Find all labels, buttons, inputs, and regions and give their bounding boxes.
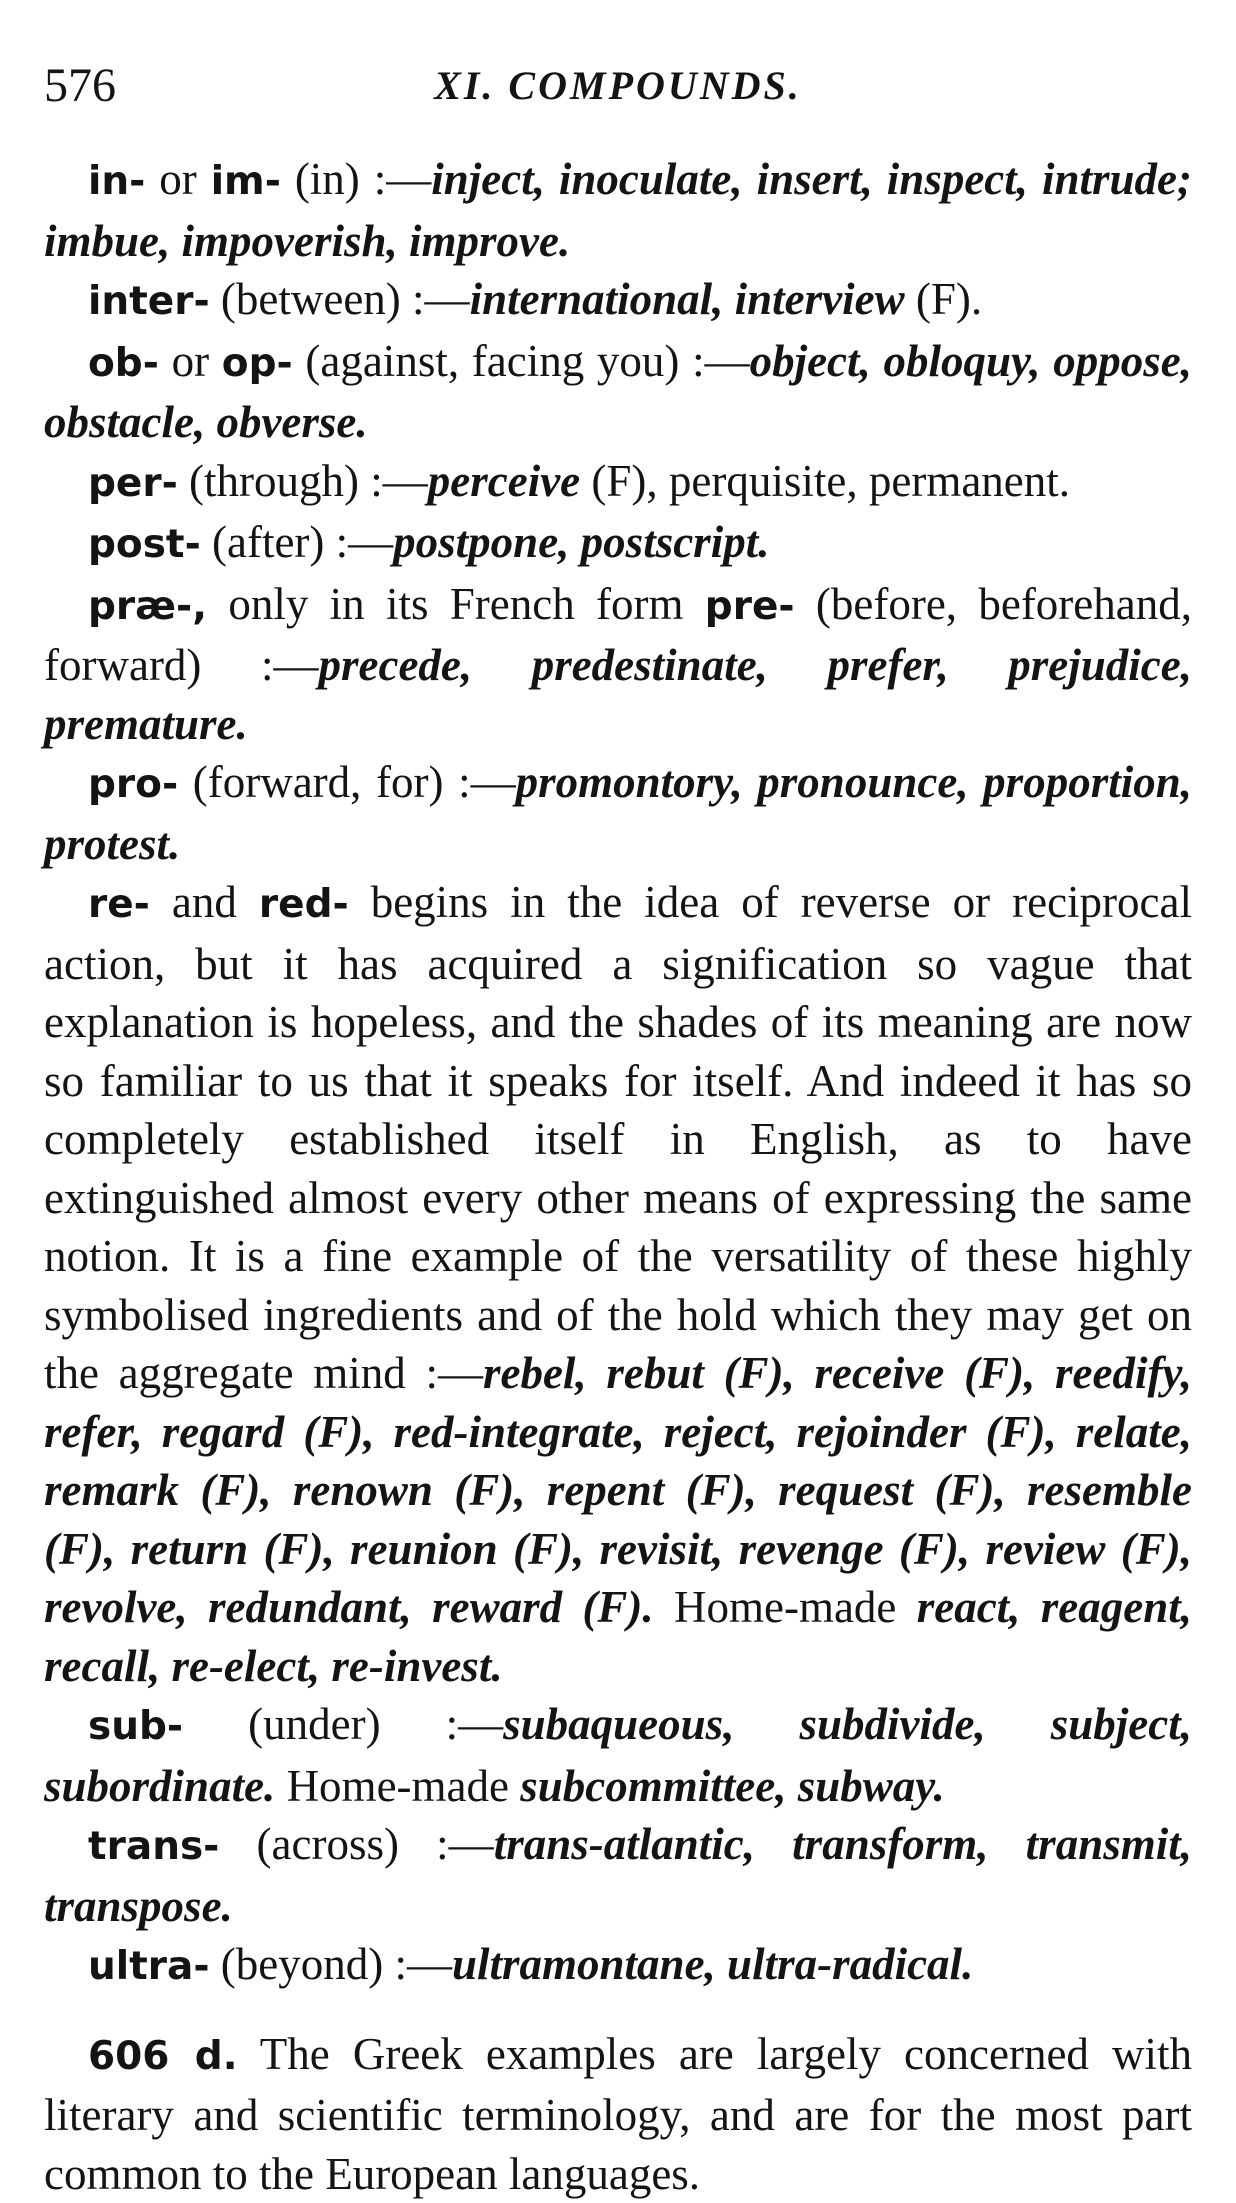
prefix-term: per- (88, 461, 178, 506)
prefix-term: ultra- (88, 1944, 210, 1989)
examples: trans-atlantic, transform, transmit, transpose. (44, 1819, 1192, 1931)
entry-trans (44, 1815, 1192, 1935)
entry-pro (44, 753, 1192, 873)
page-header (44, 58, 1192, 128)
examples: precede, predestinate, prefer, prejudice, premature. (44, 640, 1192, 749)
prefix-term: pro- (88, 762, 178, 807)
connector: or (145, 154, 210, 204)
examples: postpone, postscript. (393, 517, 769, 567)
section-number: 606 d. (88, 2034, 238, 2079)
entry-re (44, 873, 1192, 1695)
gloss: (under) :— (183, 1699, 503, 1749)
gloss: (across) :— (219, 1819, 493, 1869)
prefix-term: sub- (88, 1704, 183, 1749)
prefix-term-alt: im- (211, 159, 281, 204)
examples: international, interview (470, 274, 905, 324)
prefix-term: præ-, (88, 584, 207, 629)
tail: (F), perquisite, permanent. (580, 456, 1070, 506)
prefix-term-alt: red- (259, 882, 349, 927)
homemade-label: Home-made (275, 1761, 520, 1811)
gloss: (through) :— (178, 456, 428, 506)
entry-per (44, 452, 1192, 514)
explanation-text: begins in the idea of reverse or reciprocal action, but it has acquired a signification so vague that explanation is hopeless, and the shades of its meaning are now so familiar to us that it speaks for itself. And indeed it has so completely established itself in English, as to have extinguished almost every other means of expressing the same notion. It is a fine example of the versatility of these highly symbolised ingredients and of the hold which they may get on the aggregate mind :— (44, 877, 1192, 1398)
tail: (F). (905, 274, 983, 324)
homemade-examples: react, reagent, recall, re-elect, re-invest. (44, 1582, 1192, 1691)
examples: rebel, rebut (F), receive (F), reedify, refer, regard (F), red-integrate, reject, rejoinder (F), relate, remark (F), renown (F), repent (F), request (F), resemble (F), return (F), reunion (F), revisit, revenge (F), review (F), revolve, redundant, reward (F). (44, 1348, 1192, 1632)
section-text: The Greek examples are largely concerned with literary and scientific terminology, and are for the most part common to the European languages. (44, 2029, 1192, 2199)
page-number: 576 (44, 58, 116, 113)
connector: and (150, 877, 259, 927)
entry-prae (44, 575, 1192, 754)
gloss: (between) :— (210, 274, 470, 324)
prefix-term: trans- (88, 1824, 219, 1869)
gloss: (forward, for) :— (178, 757, 515, 807)
examples: object, obloquy, oppose, obstacle, obverse. (44, 336, 1192, 448)
prefix-term-alt: op- (222, 341, 293, 386)
section-606d (44, 2025, 1192, 2203)
entry-ob (44, 332, 1192, 452)
gloss: (before, beforehand, forward) :— (44, 579, 1192, 691)
examples: ultramontane, ultra-radical. (452, 1939, 973, 1989)
examples: perceive (428, 456, 580, 506)
entry-in (44, 150, 1192, 270)
prefix-term: inter- (88, 279, 210, 324)
prefix-term: re- (88, 882, 150, 927)
homemade-label: Home-made (654, 1582, 917, 1632)
prefix-term: in- (88, 159, 145, 204)
gloss: (in) :— (281, 154, 431, 204)
gloss: (against, facing you) :— (293, 336, 750, 386)
examples: inject, inoculate, insert, inspect, intrude; imbue, impoverish, improve. (44, 154, 1192, 266)
prefix-term-alt: pre- (705, 584, 795, 629)
connector: only in its French form (207, 579, 705, 629)
prefix-term: post- (88, 522, 201, 567)
running-title: XI. COMPOUNDS. (44, 62, 1192, 109)
entry-sub (44, 1695, 1192, 1815)
entry-ultra (44, 1935, 1192, 1997)
body-text (44, 150, 1192, 2203)
examples: subaqueous, subdivide, subject, subordinate. (44, 1699, 1192, 1811)
gloss: (after) :— (201, 517, 393, 567)
prefix-term: ob- (88, 341, 159, 386)
entry-inter (44, 270, 1192, 332)
gloss: (beyond) :— (210, 1939, 452, 1989)
entry-post (44, 513, 1192, 575)
examples: promontory, pronounce, proportion, protest. (44, 757, 1192, 869)
homemade-examples: subcommittee, subway. (520, 1761, 945, 1811)
connector: or (159, 336, 222, 386)
